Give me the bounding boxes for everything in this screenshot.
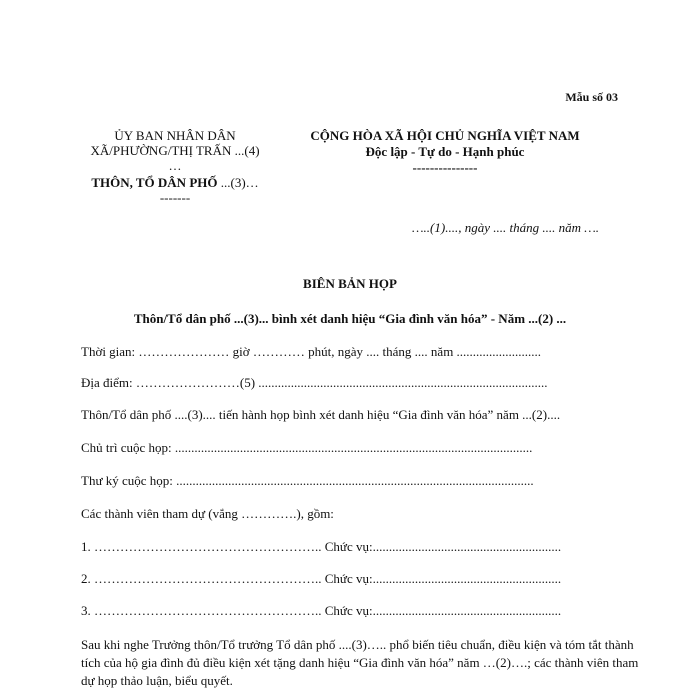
- village-code: ...(3)…: [217, 175, 259, 190]
- attendee-row: 3. …………………………………………….. Chức vụ:..........................................................: [81, 603, 562, 618]
- field-meeting: Thôn/Tổ dân phố ....(3).... tiến hành họp bình xét danh hiệu “Gia đình văn hóa” năm ...(2)....: [81, 407, 561, 422]
- date-line: …..(1)...., ngày .... tháng .... năm ….: [412, 220, 600, 235]
- document-title: BIÊN BẢN HỌP: [303, 276, 397, 291]
- right-header: [300, 128, 590, 176]
- field-attendees: Các thành viên tham dự (vắng ………….), gồm:: [81, 506, 334, 521]
- authority-name: ỦY BAN NHÂN DÂN: [114, 128, 236, 143]
- field-chair: Chủ trì cuộc họp: ..............................................................................................................: [81, 440, 533, 455]
- closing-paragraph: Sau khi nghe Trưởng thôn/Tổ trưởng Tổ dân phố ....(3)….. phổ biến tiêu chuẩn, điều kiện và tóm tắt thành tích của hộ gia đình đủ điều kiện xét tặng danh hiệu “Gia đình văn hóa” năm …(2)….; các thành viên tham dự họp thảo luận, biểu quyết.: [81, 637, 639, 688]
- field-time: Thời gian: ………………… giờ ………… phút, ngày .... tháng .... năm ..........................: [81, 344, 542, 359]
- right-divider: ---------------: [412, 160, 478, 175]
- commune-name: XÃ/PHƯỜNG/THỊ TRẤN ...(4): [90, 143, 260, 158]
- village-line: [60, 175, 290, 190]
- village-label: THÔN, TỔ DÂN PHỐ: [91, 175, 218, 190]
- attendee-row: 2. …………………………………………….. Chức vụ:..........................................................: [81, 571, 562, 586]
- left-divider: -------: [159, 190, 191, 205]
- ellipsis: …: [168, 158, 182, 173]
- motto: Độc lập - Tự do - Hạnh phúc: [365, 144, 525, 159]
- form-number: Mẫu số 03: [565, 90, 618, 104]
- left-header: [60, 128, 290, 205]
- field-secretary: Thư ký cuộc họp: ..............................................................................................................: [81, 473, 534, 488]
- country-name: CỘNG HÒA XÃ HỘI CHỦ NGHĨA VIỆT NAM: [310, 128, 580, 143]
- attendee-row: 1. …………………………………………….. Chức vụ:..........................................................: [81, 539, 562, 554]
- field-place: Địa điểm: ……………………(5) .........................................................................................: [81, 375, 548, 390]
- document-subtitle: Thôn/Tổ dân phố ...(3)... bình xét danh hiệu “Gia đình văn hóa” - Năm ...(2) ...: [133, 311, 567, 326]
